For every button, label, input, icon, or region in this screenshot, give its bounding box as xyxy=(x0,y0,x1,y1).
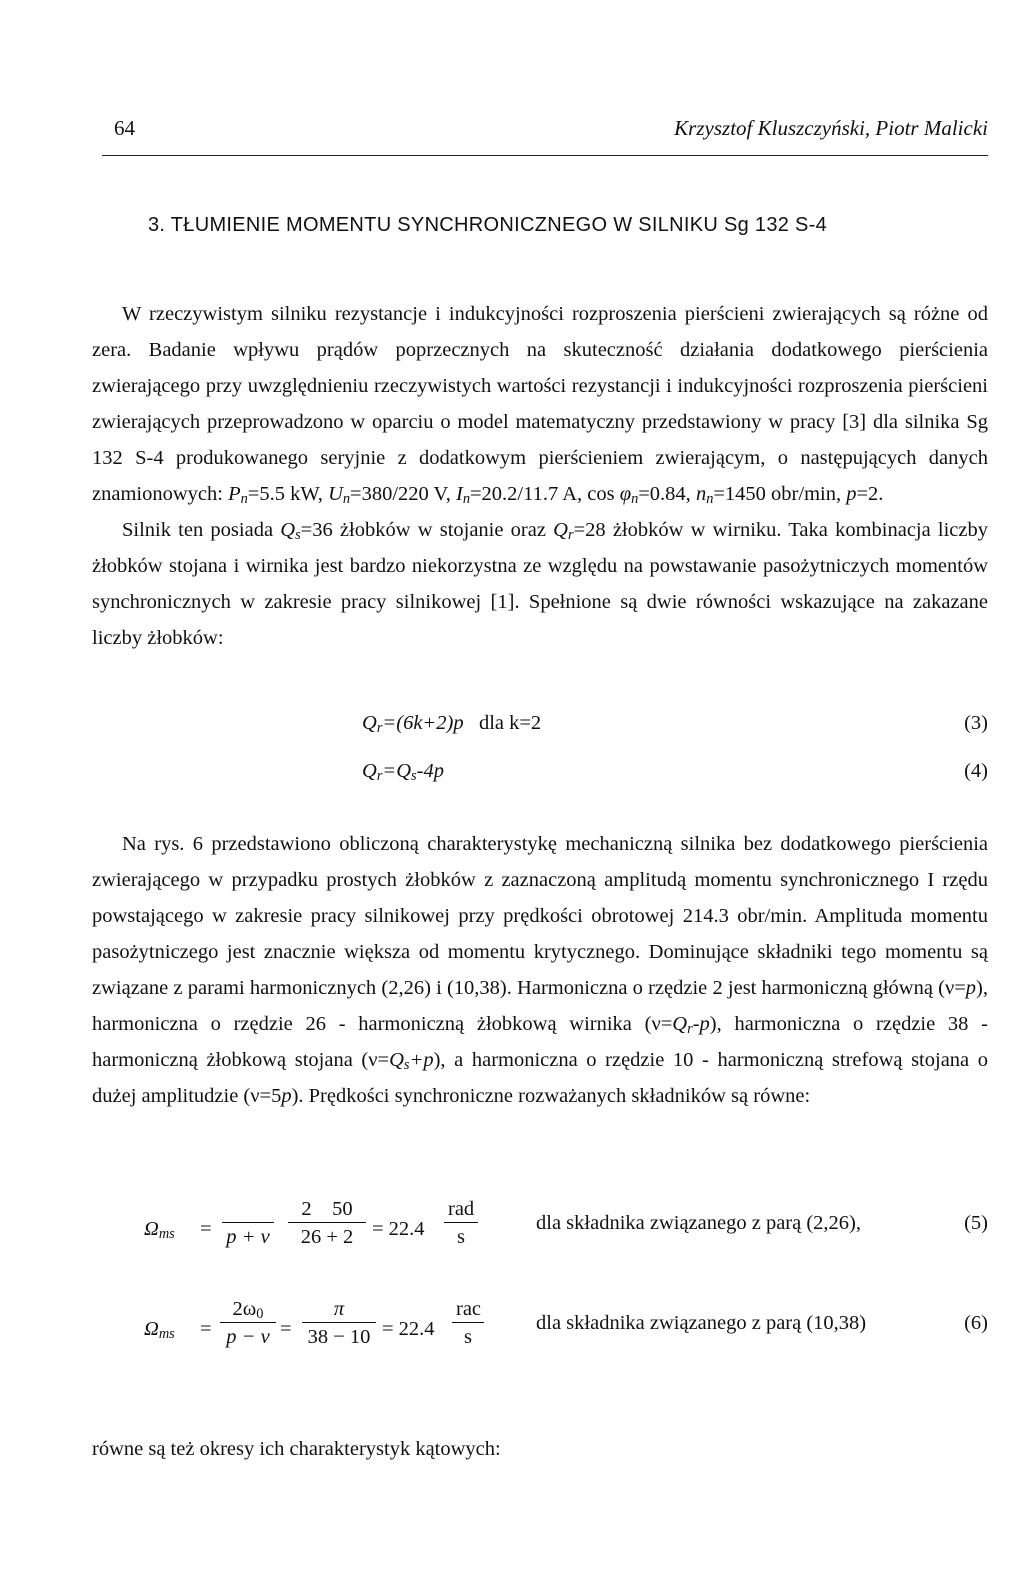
equation-number: (5) xyxy=(964,1212,988,1234)
equation-4: $Q_r=Q_s-4p$ (4) xyxy=(362,760,988,784)
header-rule xyxy=(102,155,988,156)
equation-number: (6) xyxy=(964,1312,988,1334)
paragraph-1: W rzeczywistym silniku rezystancje i indukcyjności rozproszenia pierścieni zwierających są różne od zera. Badanie wpływu prądów poprzecznych na skuteczność działania dodatkowego pierścienia zwierającego przy uwzględnieniu rzeczywistych wartości rezystancji i indukcyjności rozproszenia pierścieni zwierających przeprowadzono w oparciu o model matematyczny przedstawiony w pracy [3] dla silnika Sg 132 S-4 produkowanego seryjnie z dodatkowym pierścieniem zwierającym, o następujących danych znamionowych: $P_n=5.5$ kW, $U_n=380/220$ V, $I_n=20.2/11.7$ A, $\cos \varphi_n=0.84$, $n_n=1450$ obr/min, p=2. xyxy=(92,303,988,507)
equation-5: $\Omega_{ms}$ = p + ν $\frac{2 50}{26 + 2}$ = 22.4 rad s dla składnika związanego z parą (2,26), (5) xyxy=(144,1198,988,1248)
paragraph-3: Na rys. 6 przedstawiono obliczoną charakterystykę mechaniczną silnika bez dodatkowego pierścienia zwierającego w przypadku prostych żłobków z zaznaczoną amplitudą momentu synchronicznego I rzędu powstającego w zakresie pracy silnikowej przy prędkości obrotowej 214.3 obr/min. Amplituda momentu pasożytniczego jest znacznie większa od momentu krytycznego. Dominujące składniki tego momentu są związane z parami harmonicznych (2,26) i (10,38). Harmoniczna o rzędzie 2 jest harmoniczną główną (ν=p), harmoniczna o rzędzie 26 - harmoniczną żłobkową wirnika $(\nu=Q_r-p)$, harmoniczna o rzędzie 38 - harmoniczną żłobkową stojana $(\nu=Q_s+p)$, a harmoniczna o rzędzie 10 - harmoniczną strefową stojana o dużej amplitudzie (ν=5p). Prędkości synchroniczne rozważanych składników są równe: xyxy=(92,833,988,1107)
equation-number: (4) xyxy=(964,760,988,782)
page-number: 64 xyxy=(114,116,135,140)
paragraph-2: Silnik ten posiada $Q_s=36$ żłobków w stojanie oraz $Q_r=28$ żłobków w wirniku. Taka kombinacja liczby żłobków stojana i wirnika jest bardzo niekorzystna ze względu na powstawanie pasożytniczych momentów synchronicznych w zakresie pracy silnikowej [1]. Spełnione są dwie równości wskazujące na zakazane liczby żłobków: xyxy=(92,519,988,649)
closing-sentence: równe są też okresy ich charakterystyk kątowych: xyxy=(92,1438,501,1460)
equation-description: dla składnika związanego z parą (2,26), xyxy=(536,1212,862,1234)
section-title: 3. TŁUMIENIE MOMENTU SYNCHRONICZNEGO W SILNIKU Sg 132 S-4 xyxy=(148,214,828,236)
equation-6: $\Omega_{ms}$ = $\frac{2\omega_0}{p - \nu}$ = $\frac{\pi}{38 - 10}$ = 22.4 rac s dla składnika związanego z parą (10,38) (6) xyxy=(144,1298,988,1348)
body-text xyxy=(92,296,988,656)
equation-description: dla składnika związanego z parą (10,38) xyxy=(536,1312,867,1334)
equation-number: (3) xyxy=(964,712,988,734)
equation-3: $Q_r=(6k+2)p$ dla k=2 (3) xyxy=(362,712,988,736)
running-authors: Krzysztof Kluszczyński, Piotr Malicki xyxy=(674,116,988,140)
page-header xyxy=(92,116,988,156)
